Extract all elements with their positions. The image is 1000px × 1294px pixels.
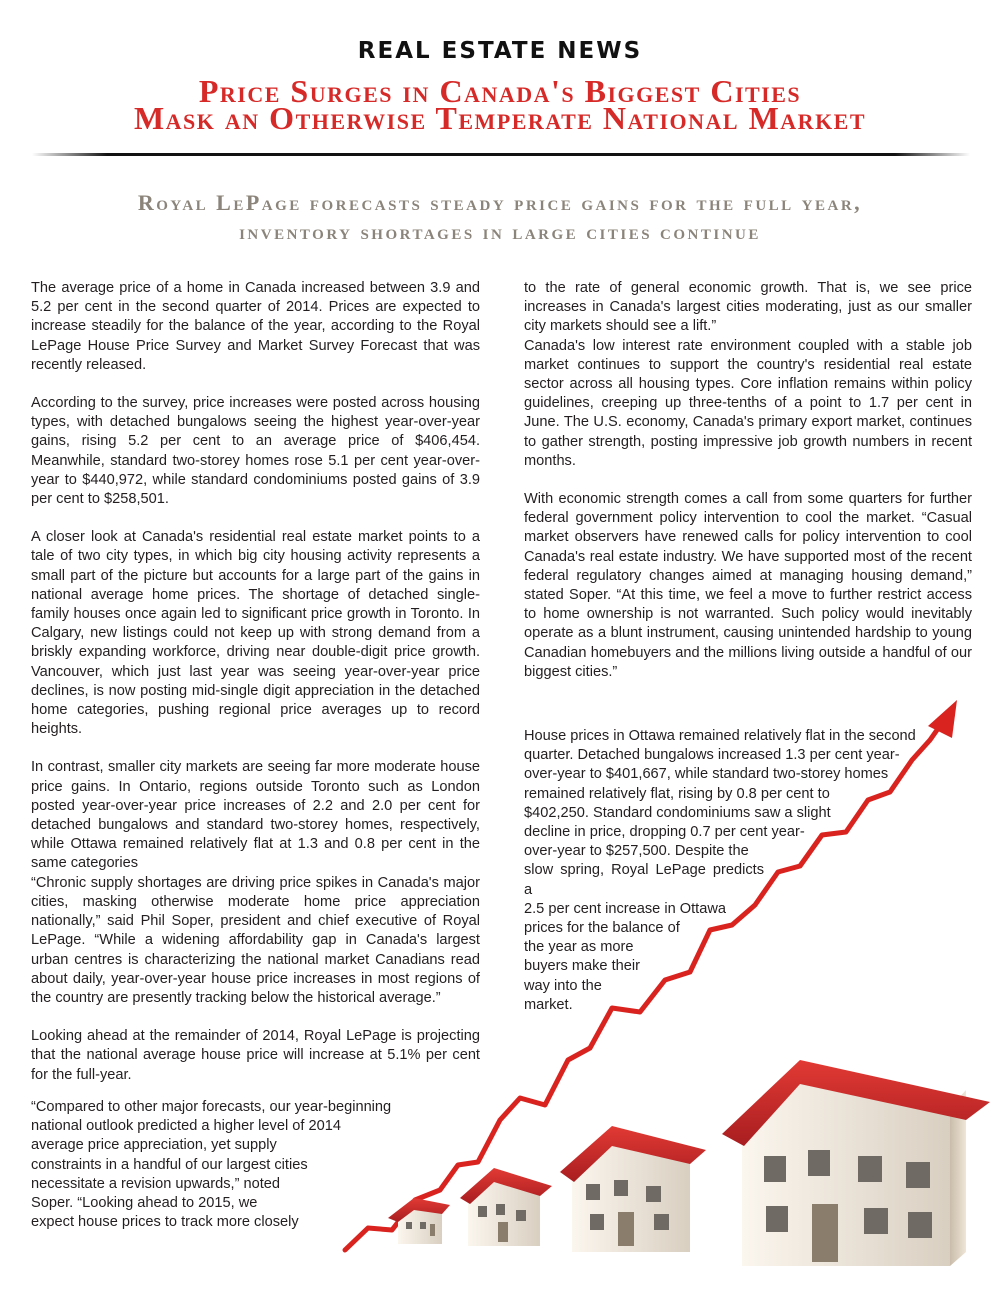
right-column <box>524 279 972 701</box>
wrap-line: quarter. Detached bungalows increased 1.3 per cent year- <box>524 747 900 764</box>
wrap-line: buyers make their <box>524 958 640 975</box>
left-column-wrap-text <box>31 1098 409 1232</box>
headline <box>0 73 1000 136</box>
wrap-line: 2.5 per cent increase in Ottawa <box>524 900 726 917</box>
wrap-line: “Compared to other major forecasts, our year-beginning <box>31 1099 392 1115</box>
wrap-line: average price appreciation, yet supply <box>31 1137 277 1154</box>
paragraph: Canada's low interest rate environment coupled with a stable job market continues to support the country's residential real estate sector across all housing types. Core inflation remains within policy guidelines, creeping up three-tenths of a point to 1.7 per cent in June. The U.S. economy, Canada's primary export market, continues to gather strength, posting impressive job growth numbers in recent months. <box>524 337 972 469</box>
wrap-line: over-year to $401,667, while standard two-storey homes <box>524 766 889 783</box>
deck-line-2: inventory shortages in large cities continue <box>239 219 761 244</box>
paragraph: Looking ahead at the remainder of 2014, Royal LePage is projecting that the national average house price will increase at 5.1% per cent for the full-year. <box>31 1028 480 1083</box>
paragraph: The average price of a home in Canada increased between 3.9 and 5.2 per cent in the second quarter of 2014. Prices are expected to increase steadily for the balance of the year, according to the Royal LePage House Price Survey and Market Survey Forecast that was recently released. <box>31 280 480 373</box>
paragraph: In contrast, smaller city markets are seeing far more moderate house price gains. In Ontario, regions outside Toronto such as London posted year-over-year price increases of 2.2 and 2.0 per cent for detached bungalows and standard two-storey homes, respectively, while Ottawa remained relatively flat at 1.3 and 0.8 per cent in the same categories <box>31 759 480 872</box>
paragraph: With economic strength comes a call from some quarters for further federal government policy intervention to cool the market. “Casual market observers have renewed calls for policy intervention to cool Canada's real estate industry. We have supported most of the recent federal regulatory changes aimed at managing housing demand,” stated Soper. “At this time, we feel a move to further restrict access to home ownership is not warranted. Such policy would inevitably operate as a blunt instrument, causing unintended hardship to young Canadian homebuyers and the millions living outside a handful of our biggest cities.” <box>524 491 972 680</box>
wrap-line: House prices in Ottawa remained relatively flat in the second <box>524 728 916 744</box>
paragraph: A closer look at Canada's residential real estate market points to a tale of two city types, in which big city housing activity represents a small part of the picture but accounts for a large part of the gains in national average home prices. The shortage of detached single-family houses once again led to significant price growth in Toronto. In Calgary, new listings could not keep up with strong demand from a briskly expanding workforce, driving near double-digit price growth. Vancouver, which just last year was seeing year-over-year price declines, is now posting mid-single digit appreciation in the detached home categories, pushing regional price averages up to record heights. <box>31 529 480 738</box>
wrap-line: expect house prices to track more closely <box>31 1214 299 1231</box>
section-kicker: REAL ESTATE NEWS <box>357 38 643 64</box>
wrap-line: prices for the balance of <box>524 920 680 937</box>
title-divider <box>32 153 970 156</box>
wrap-line: market. <box>524 996 573 1013</box>
wrap-line: constraints in a handful of our largest cities <box>31 1156 308 1173</box>
large-house-icon <box>722 1060 990 1266</box>
wrap-line: national outlook predicted a higher level of 2014 <box>31 1118 341 1135</box>
paragraph: According to the survey, price increases were posted across housing types, with detached bungalows seeing the highest year-over-year gains, rising 5.2 per cent to an average price of $406,454. Meanwhile, standard two-storey homes rose 5.1 per cent year-over-year to $440,972, while standard condominiums posted gains of 3.9 per cent to $258,501. <box>31 395 480 508</box>
wrap-line: remained relatively flat, rising by 0.8 per cent to <box>524 785 830 802</box>
deck-subtitle <box>0 188 1000 246</box>
wrap-line: way into the <box>524 977 602 994</box>
wrap-line: the year as more <box>524 939 634 956</box>
paragraph: “Chronic supply shortages are driving price spikes in Canada's major cities, masking otherwise moderate home price appreciation nationally,” said Phil Soper, president and chief executive of Royal LePage. “While a widening affordability gap in Canada's largest urban centres is characterizing the national market Canadians read about daily, year-over-year house price increases in most regions of the country are presently tracking below the historical average.” <box>31 874 480 1006</box>
headline-line-1: Price Surges in Canada's Biggest Cities <box>198 73 802 109</box>
wrap-line: over-year to $257,500. Despite the <box>524 843 749 860</box>
wrap-line: $402,250. Standard condominiums saw a slight <box>524 804 831 821</box>
wrap-line: decline in price, dropping 0.7 per cent year- <box>524 824 805 841</box>
medium-small-house-icon <box>460 1168 552 1246</box>
left-column <box>31 279 480 1085</box>
paragraph: to the rate of general economic growth. That is, we see price increases in Canada's largest cities moderating, just as our smaller city markets should see a lift.” <box>524 280 972 335</box>
wrap-line: slow spring, Royal LePage predicts a <box>524 862 764 898</box>
medium-house-icon <box>560 1126 706 1252</box>
wrap-line: necessitate a revision upwards,” noted <box>31 1175 281 1192</box>
right-column-wrap-text <box>524 727 968 1015</box>
headline-line-2: Mask an Otherwise Temperate National Market <box>133 100 867 136</box>
wrap-line: Soper. “Looking ahead to 2015, we <box>31 1195 258 1212</box>
deck-line-1: Royal LePage forecasts steady price gains for the full year, <box>137 190 863 215</box>
